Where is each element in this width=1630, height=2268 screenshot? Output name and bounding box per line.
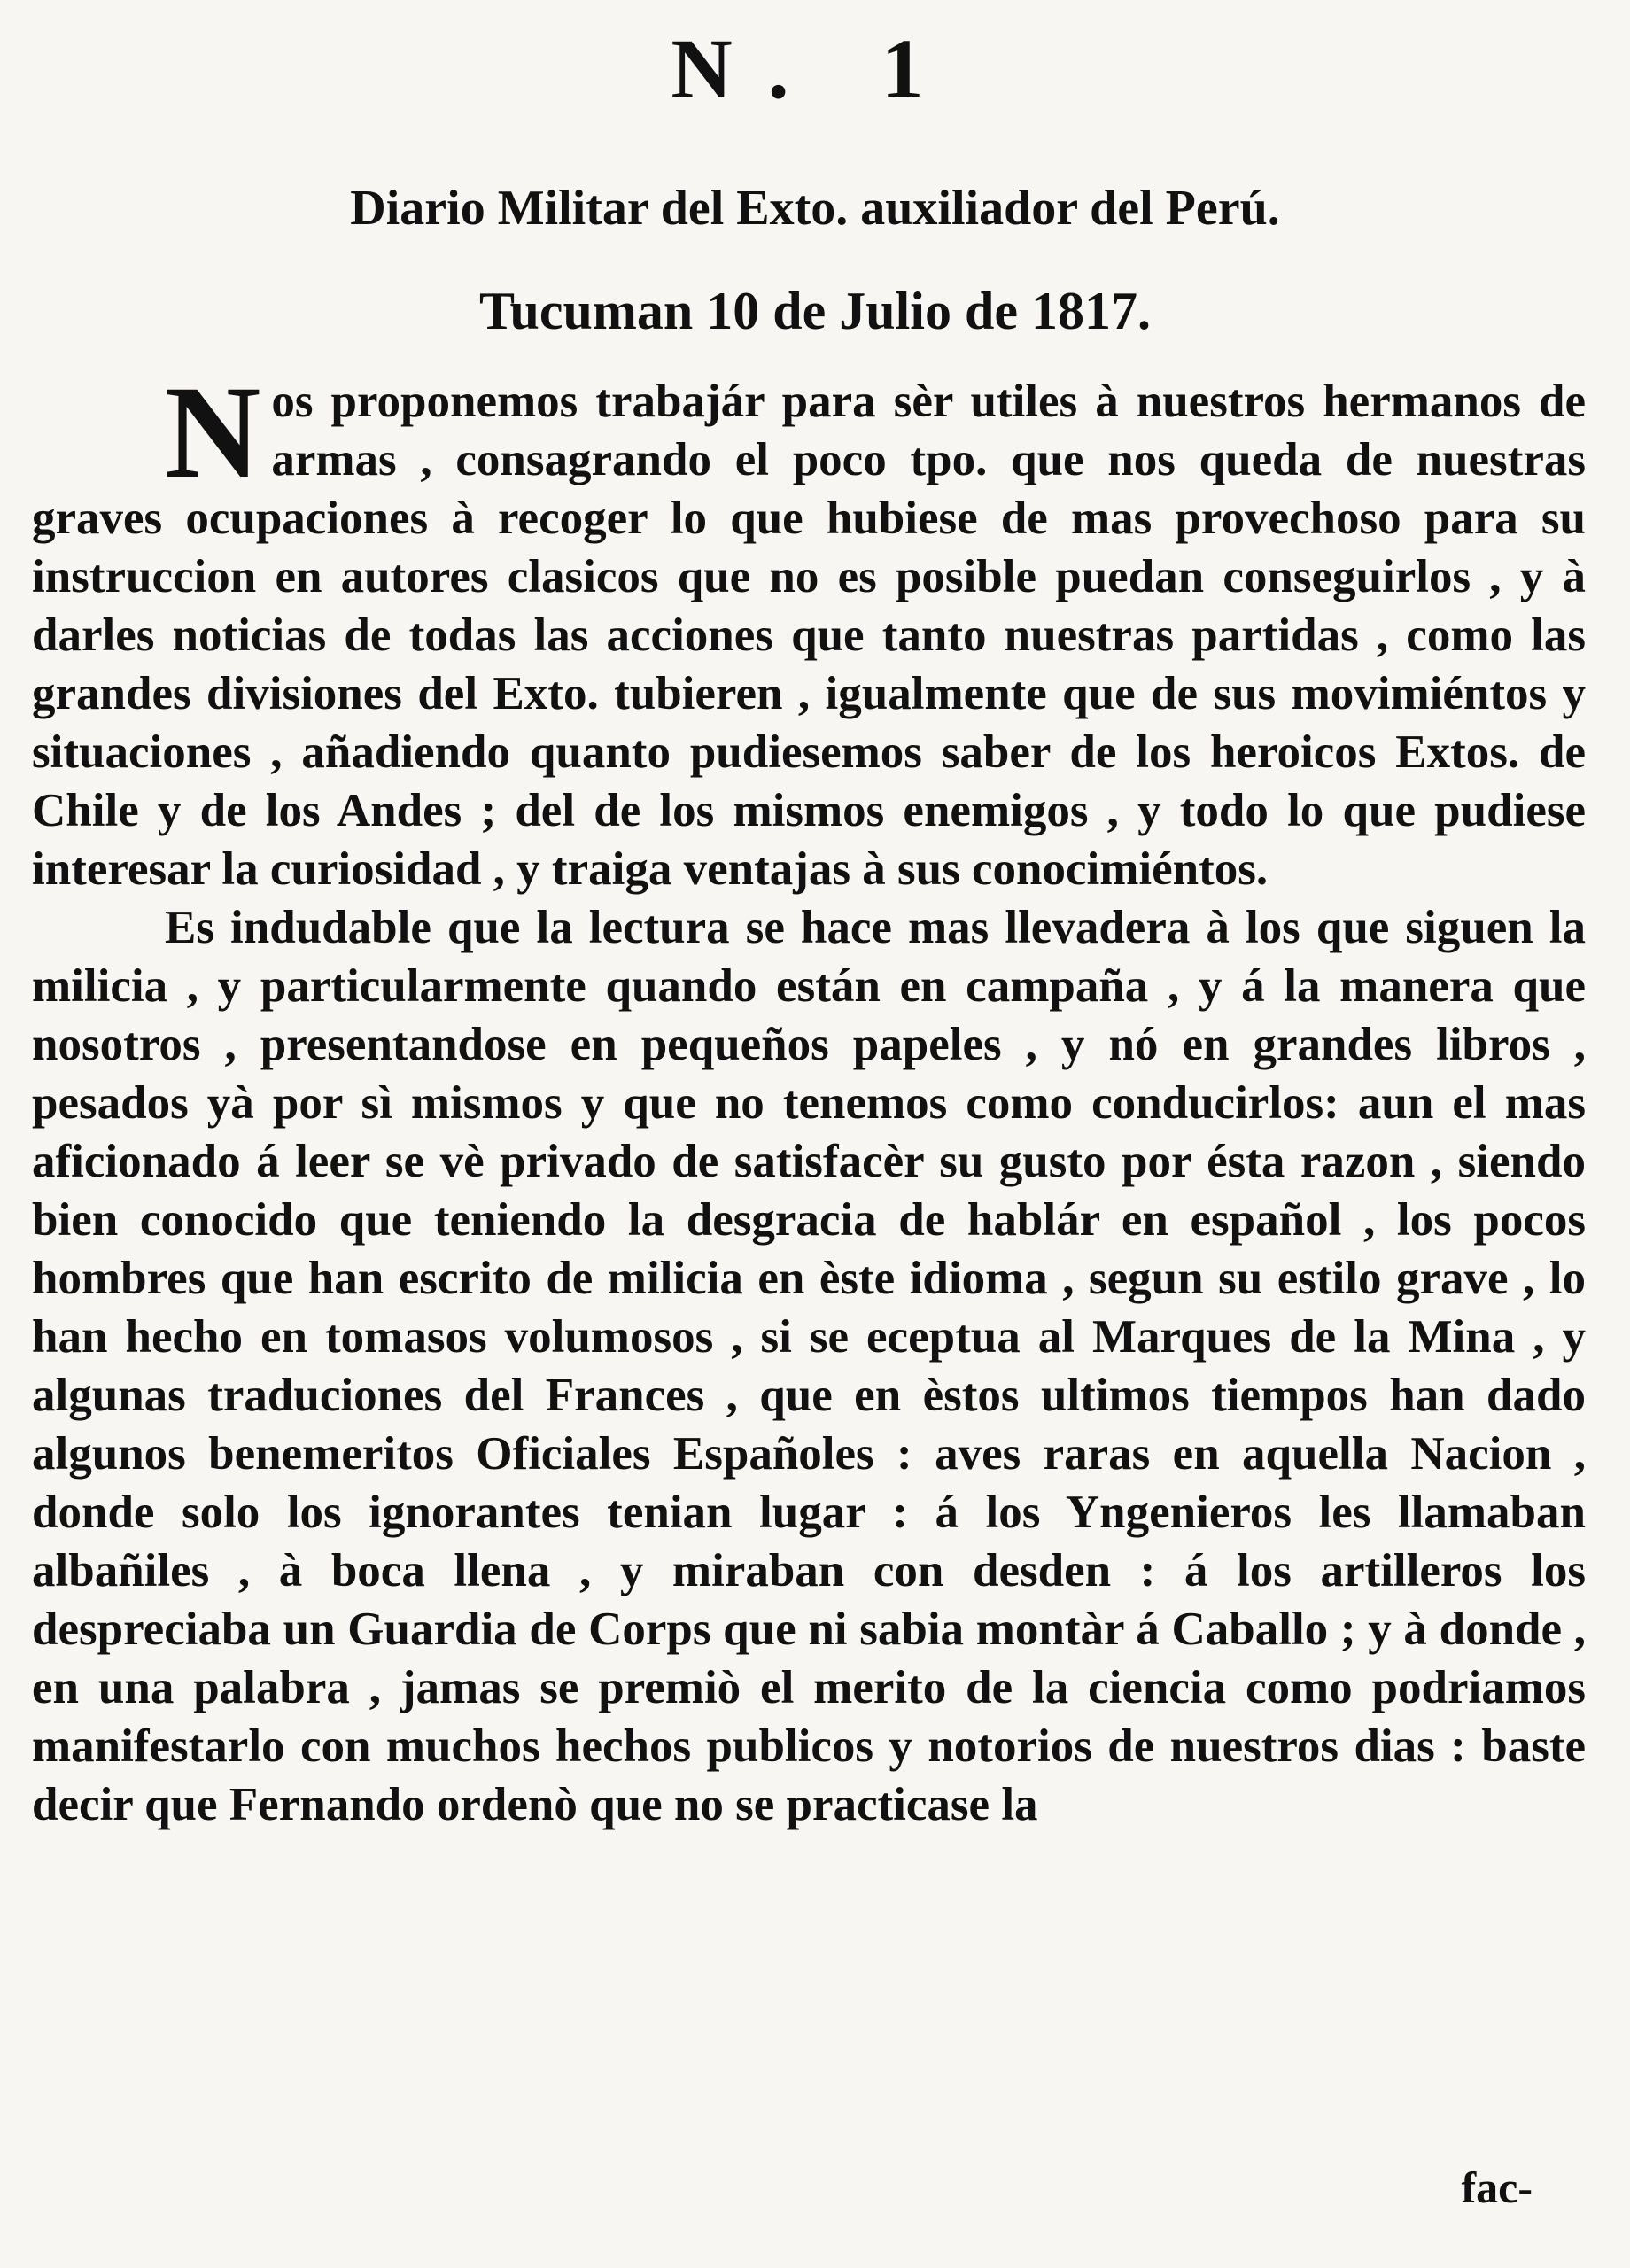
catchword: fac- [1461,2163,1533,2212]
publication-title: Diario Militar del Exto. auxiliador del Perú. [350,181,1280,236]
dateline: Tucuman 10 de Julio de 1817. [479,282,1151,340]
paragraph-1 [32,359,1586,898]
paragraph-1-text: os proponemos trabajár para sèr utiles à nuestros hermanos de armas , consagrando el poco tpo. que nos queda de nuestras graves ocupaciones à recoger lo que hubiese de mas provechoso para su instruccion en autores clasicos que no es posible puedan conseguirlos , y à darles noticias de todas las acciones que tanto nuestras partidas , como las grandes divisiones del Exto. tubieren , igualmente que de sus movimiéntos y situaciones , añadiendo quanto pudiesemos saber de los heroicos Extos. de Chile y de los Andes ; del de los mismos enemigos , y todo lo que pudiese interesar la curiosidad , y traiga ventajas à sus conocimiéntos. [32,376,1586,895]
drop-cap: N [165,359,261,506]
issue-number: N. 1 [671,21,959,116]
paragraph-2: Es indudable que la lectura se hace mas llevadera à los que siguen la milicia , y particularmente quando están en campaña , y á la manera que nosotros , presentandose en pequeños papeles , y nó en grandes libros , pesados yà por sì mismos y que no tenemos como conducirlos: aun el mas aficionado á leer se vè privado de satisfacèr su gusto por ésta razon , siendo bien conocido que teniendo la desgracia de hablár en español , los pocos hombres que han escrito de milicia en èste idioma , segun su estilo grave , lo han hecho en tomasos volumosos , si se eceptua al Marques de la Mina , y algunas traduciones del Frances , que en èstos ultimos tiempos han dado algunos benemeritos Oficiales Españoles : aves raras en aquella Nacion , donde solo los ignorantes tenian lugar : á los Yngenieros les llamaban albañiles , à boca llena , y miraban con desden : á los artilleros los despreciaba un Guardia de Corps que ni sabia montàr á Caballo ; y à donde , en una palabra , jamas se premiò el merito de la ciencia como podriamos manifestarlo con muchos hechos publicos y notorios de nuestros dias : baste decir que Fernando ordenò que no se practicase la [32,902,1586,1830]
article-body [32,359,1586,1834]
